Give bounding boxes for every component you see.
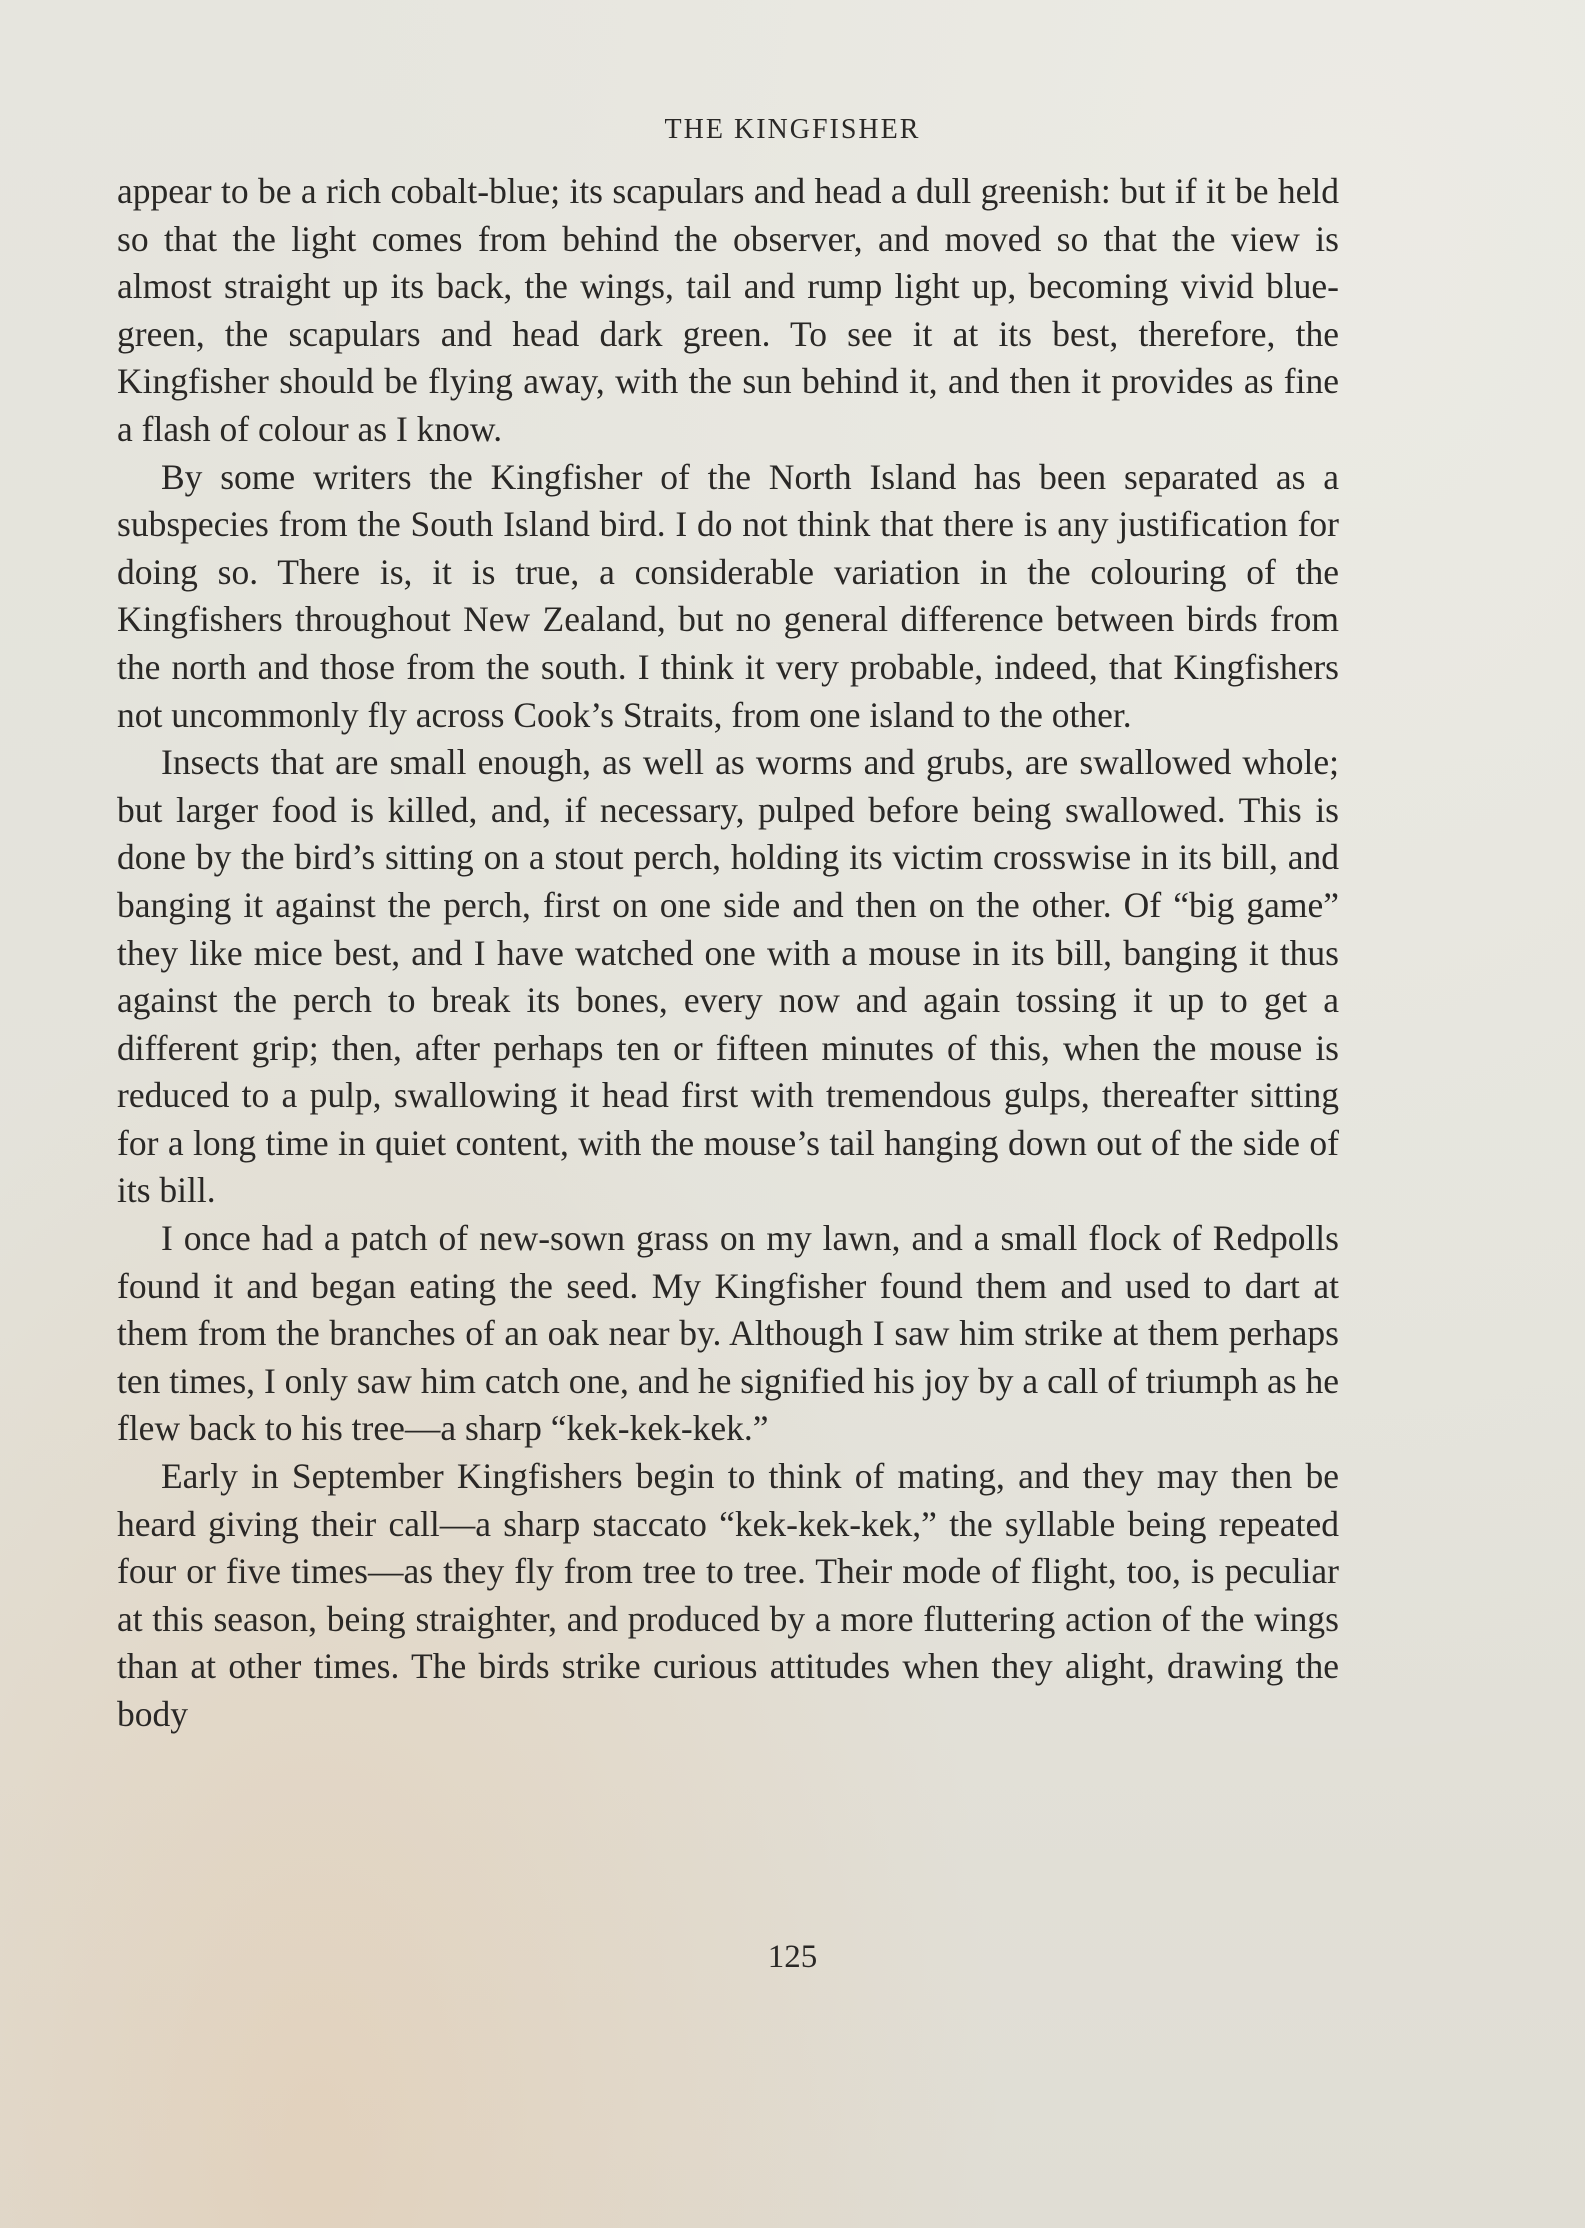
paragraph-redpolls: I once had a patch of new-sown grass on my lawn, and a small flock of Redpolls found it and began eating the seed. My Kingfisher found them and used to dart at them from the branches of an oak near by. Although I saw him strike at them perhaps ten times, I only saw him catch one, and he signified his joy by a call of triumph as he flew back to his tree—a sharp “kek-kek-kek.”: [117, 1218, 1339, 1449]
paragraph-feeding: Insects that are small enough, as well as worms and grubs, are swallowed whole; but larger food is killed, and, if necessary, pulped before being swallowed. This is done by the bird’s sitting on a stout perch, holding its victim crosswise in its bill, and banging it against the perch, first on one side and then on the other. Of “big game” they like mice best, and I have watched one with a mouse in its bill, banging it thus against the perch to break its bones, every now and again tossing it up to get a different grip; then, after perhaps ten or fifteen minutes of this, when the mouse is reduced to a pulp, swallowing it head first with tremendous gulps, thereafter sitting for a long time in quiet content, with the mouse’s tail hanging down out of the side of its bill.: [117, 742, 1339, 1211]
body-text: [117, 168, 1339, 1739]
running-head: THE KINGFISHER: [664, 114, 921, 145]
paragraph-subspecies: By some writers the Kingfisher of the North Island has been separated as a subspecies from the South Island bird. I do not think that there is any justification for doing so. There is, it is true, a considerable variation in the colouring of the Kingfishers throughout New Zealand, but no general difference between birds from the north and those from the south. I think it very probable, indeed, that Kingfishers not uncommonly fly across Cook’s Straits, from one island to the other.: [117, 456, 1339, 735]
page-number: 125: [767, 1939, 818, 1975]
paragraph-continuation: appear to be a rich cobalt-blue; its scapulars and head a dull greenish: but if it be held so that the light comes from behind the observer, and moved so that the view is almost straight up its back, the wings, tail and rump light up, becoming vivid blue-green, the scapulars and head dark green. To see it at its best, therefore, the Kingfisher should be flying away, with the sun behind it, and then it provides as fine a flash of colour as I know.: [117, 171, 1339, 449]
paragraph-mating: Early in September Kingfishers begin to think of mating, and they may then be heard giving their call—a sharp staccato “kek-kek-kek,” the syllable being repeated four or five times—as they fly from tree to tree. Their mode of flight, too, is peculiar at this season, being straighter, and produced by a more fluttering action of the wings than at other times. The birds strike curious attitudes when they alight, drawing the body: [117, 1456, 1339, 1734]
